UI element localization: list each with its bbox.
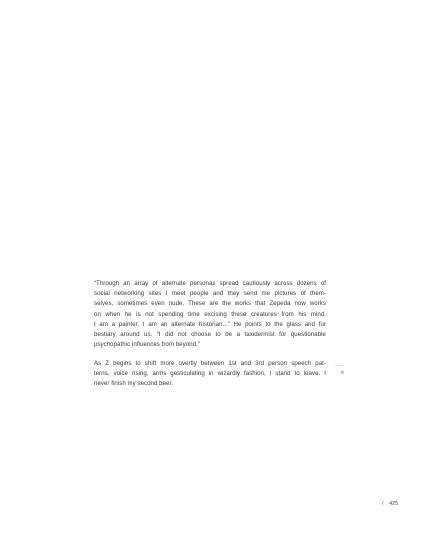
text-line: never finish my second beer.	[94, 380, 173, 388]
text-line: terns, voice rising, arms gesticulating in wizardly fashion, I stand to leave. I	[94, 370, 326, 378]
page-number	[382, 501, 398, 508]
text-line: social networking sites I meet people and they send me pictures of them-	[94, 290, 326, 298]
text-line: As Z begins to shift more overtly between 1st and 3rd person speech pat-	[94, 360, 326, 367]
text-line: “Through an array of alternate personas spread cautiously across dozens of	[94, 280, 326, 287]
folio-number: 425	[389, 501, 399, 507]
paragraph-quote	[94, 279, 326, 350]
text-line: I am a painter. I am an alternate historian...” He points to the glass and fur	[94, 320, 326, 328]
text-line: on when he is not spending time excising these creatures from his mind.	[94, 310, 326, 318]
margin-dots: ……	[334, 362, 345, 368]
text-line: selves, sometimes even nude. These are the works that Zepeda now works	[94, 300, 326, 308]
folio-separator: /	[382, 501, 384, 507]
cross-icon: ×	[340, 368, 345, 377]
text-line: bestiary around us. “I did not choose to be a taxidermist for questionable	[94, 331, 326, 339]
paragraph-narration	[94, 359, 326, 390]
text-line: psychopathic influences from beyond.”	[94, 341, 200, 349]
